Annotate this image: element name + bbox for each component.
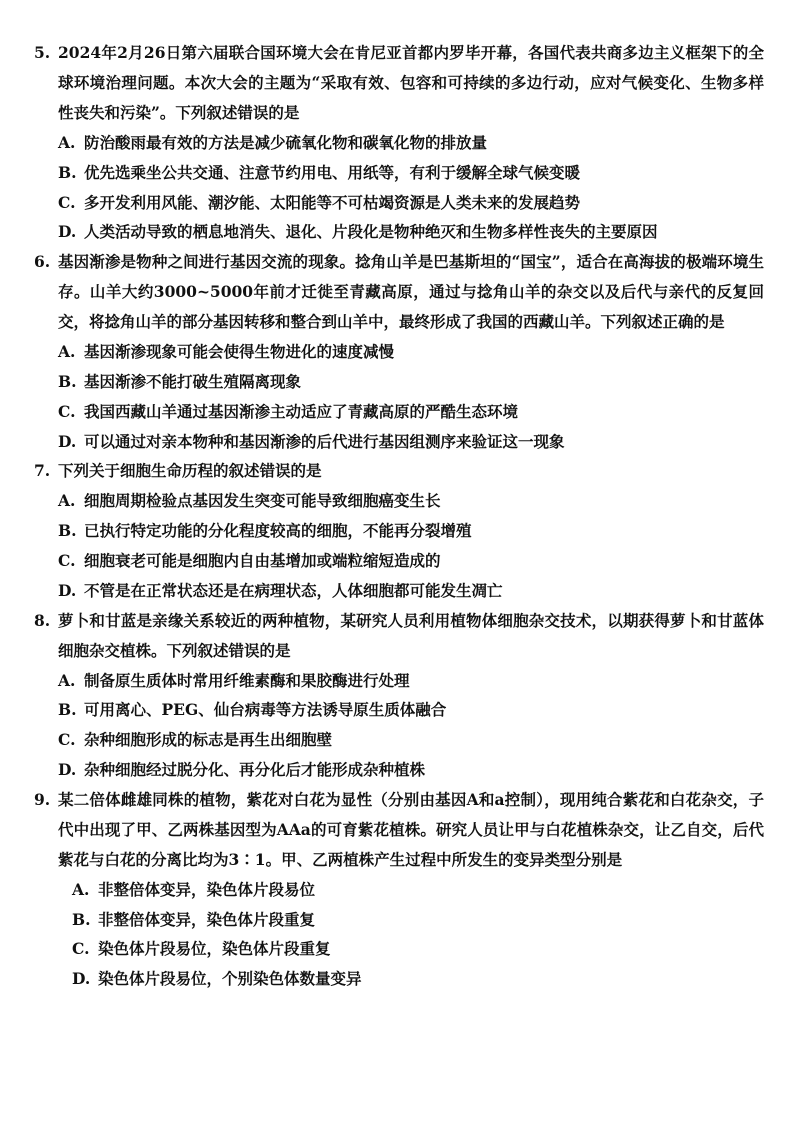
question-6-text: 基因渐渗是物种之间进行基因交流的现象。捻角山羊是巴基斯坦的“国宝”，适合在高海拔的极端环境生存。山羊大约3000~5000年前才迁徙至青藏高原，通过与捻角山羊的杂交以及后代与亲代的反复回交，将捻角山羊的部分基因转移和整合到山羊中，最终形成了我国的西藏山羊。下列叙述正确的是 — [58, 252, 764, 332]
option-text: 已执行特定功能的分化程度较高的细胞，不能再分裂增殖 — [84, 521, 472, 541]
question-5-option-c — [36, 188, 764, 218]
question-8-option-b — [36, 695, 764, 725]
question-8-number: 8. — [34, 610, 51, 630]
option-letter: A. — [58, 133, 76, 152]
question-8-text: 萝卜和甘蓝是亲缘关系较近的两种植物，某研究人员利用植物体细胞杂交技术，以期获得萝卜和甘蓝体细胞杂交植株。下列叙述错误的是 — [58, 610, 764, 660]
question-6-stem — [36, 247, 764, 337]
question-8-options — [36, 666, 764, 785]
question-9-number: 9. — [34, 789, 51, 809]
option-text: 非整倍体变异，染色体片段易位 — [98, 879, 316, 899]
option-letter: B. — [58, 162, 77, 182]
question-5-number: 5. — [34, 43, 51, 62]
question-7-option-a — [36, 486, 764, 516]
option-letter: D. — [58, 431, 77, 451]
option-letter: C. — [58, 401, 76, 421]
option-text: 我国西藏山羊通过基因渐渗主动适应了青藏高原的严酷生态环境 — [84, 401, 519, 421]
option-letter: D. — [58, 759, 77, 779]
question-5-options — [36, 128, 764, 247]
question-9 — [36, 785, 764, 994]
question-6-option-b — [36, 367, 764, 397]
option-text: 多开发利用风能、潮汐能、太阳能等不可枯竭资源是人类未来的发展趋势 — [84, 192, 581, 212]
option-text: 杂种细胞形成的标志是再生出细胞壁 — [84, 730, 333, 750]
option-letter: A. — [58, 670, 76, 690]
question-8 — [36, 606, 764, 785]
question-9-option-a — [36, 875, 764, 905]
option-letter: D. — [58, 580, 77, 600]
question-8-option-a — [36, 666, 764, 696]
option-letter: B. — [58, 371, 77, 391]
option-text: 不管是在正常状态还是在病理状态，人体细胞都可能发生凋亡 — [84, 580, 503, 600]
question-7-options — [36, 486, 764, 605]
option-text: 染色体片段易位，个别染色体数量变异 — [98, 969, 362, 989]
option-text: 人类活动导致的栖息地消失、退化、片段化是物种绝灭和生物多样性丧失的主要原因 — [84, 222, 658, 242]
question-9-stem — [36, 785, 764, 875]
option-letter: A. — [58, 342, 76, 362]
option-letter: B. — [58, 521, 77, 541]
question-6-number: 6. — [34, 252, 51, 272]
question-7-option-b — [36, 516, 764, 546]
question-5 — [36, 38, 764, 247]
option-text: 基因渐渗不能打破生殖隔离现象 — [84, 371, 302, 391]
option-letter: A. — [72, 879, 90, 899]
question-7-option-c — [36, 546, 764, 576]
question-8-option-d — [36, 755, 764, 785]
question-5-option-d — [36, 217, 764, 247]
question-9-options — [36, 875, 764, 994]
option-text: 可以通过对亲本物种和基因渐渗的后代进行基因组测序来验证这一现象 — [84, 431, 565, 451]
question-6-option-a — [36, 337, 764, 367]
question-6 — [36, 247, 764, 456]
question-6-option-d — [36, 427, 764, 457]
option-text: 细胞衰老可能是细胞内自由基增加或端粒缩短造成的 — [84, 550, 441, 570]
question-7-number: 7. — [34, 461, 51, 481]
option-text: 可用离心、PEG、仙台病毒等方法诱导原生质体融合 — [84, 700, 447, 720]
option-letter: C. — [58, 192, 76, 212]
option-text: 优先选乘坐公共交通、注意节约用电、用纸等，有利于缓解全球气候变暖 — [84, 162, 581, 182]
option-text: 防治酸雨最有效的方法是减少硫氧化物和碳氧化物的排放量 — [84, 133, 488, 152]
question-5-option-b — [36, 158, 764, 188]
option-text: 染色体片段易位，染色体片段重复 — [98, 939, 331, 959]
question-7-stem — [36, 456, 764, 486]
question-9-option-d — [36, 964, 764, 994]
option-text: 制备原生质体时常用纤维素酶和果胶酶进行处理 — [84, 670, 410, 690]
option-letter: A. — [58, 491, 76, 511]
option-letter: C. — [72, 939, 90, 959]
option-letter: C. — [58, 550, 76, 570]
option-letter: D. — [72, 969, 91, 989]
question-8-stem — [36, 606, 764, 666]
option-letter: B. — [72, 909, 91, 929]
question-7-option-d — [36, 576, 764, 606]
question-5-stem — [36, 38, 764, 128]
question-5-text: 2024年2月26日第六届联合国环境大会在肯尼亚首都内罗毕开幕，各国代表共商多边主义框架下的全球环境治理问题。本次大会的主题为“采取有效、包容和可持续的多边行动，应对气候变化、生物多样性丧失和污染”。下列叙述错误的是 — [58, 43, 764, 122]
question-5-option-a — [36, 128, 764, 158]
option-letter: D. — [58, 222, 77, 242]
question-7-text: 下列关于细胞生命历程的叙述错误的是 — [58, 461, 322, 481]
question-7 — [36, 456, 764, 605]
option-letter: B. — [58, 700, 77, 720]
question-9-option-c — [36, 934, 764, 964]
option-letter: C. — [58, 730, 76, 750]
question-9-option-b — [36, 905, 764, 935]
option-text: 细胞周期检验点基因发生突变可能导致细胞癌变生长 — [84, 491, 441, 511]
question-8-option-c — [36, 725, 764, 755]
option-text: 杂种细胞经过脱分化、再分化后才能形成杂种植株 — [84, 759, 426, 779]
question-6-options — [36, 337, 764, 456]
option-text: 非整倍体变异，染色体片段重复 — [98, 909, 316, 929]
question-9-text: 某二倍体雌雄同株的植物，紫花对白花为显性（分别由基因A和a控制），现用纯合紫花和白花杂交，子代中出现了甲、乙两株基因型为AAa的可育紫花植株。研究人员让甲与白花植株杂交，让乙自交，后代紫花与白花的分离比均为3∶1。甲、乙两植株产生过程中所发生的变异类型分别是 — [58, 789, 764, 869]
option-text: 基因渐渗现象可能会使得生物进化的速度减慢 — [84, 342, 395, 362]
question-6-option-c — [36, 397, 764, 427]
